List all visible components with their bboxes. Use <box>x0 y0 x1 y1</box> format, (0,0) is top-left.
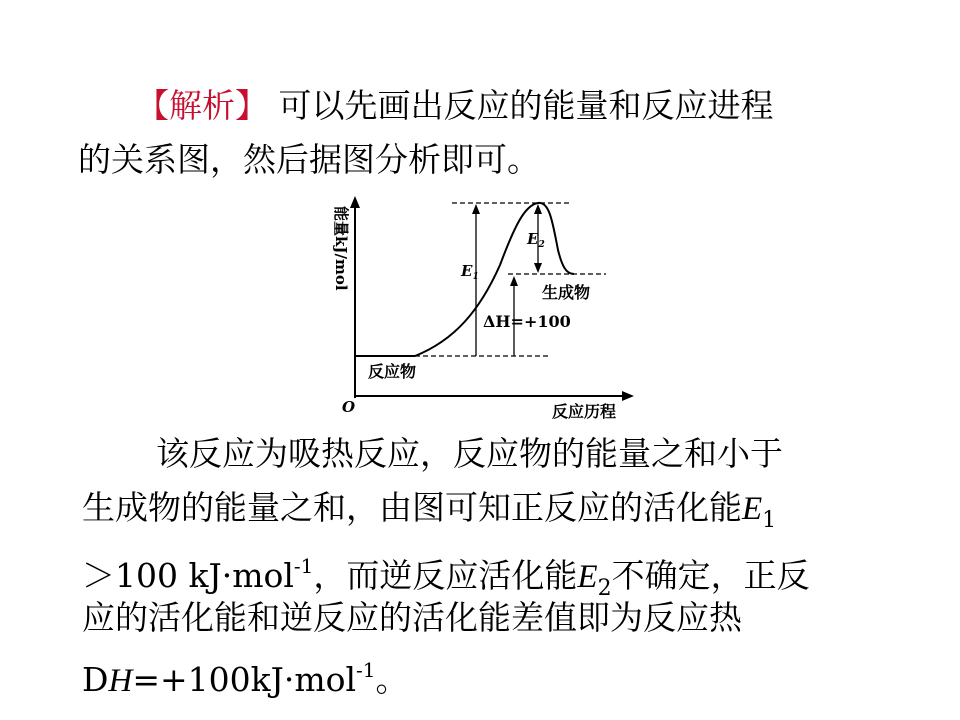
e2-subscript: 2 <box>597 576 612 601</box>
dh-label: ΔH=+100 <box>483 312 571 331</box>
e2-variable: E <box>577 559 598 595</box>
e1-label: $E_1$ <box>461 262 479 282</box>
analysis-text-2: 的关系图，然后据图分析即可。 <box>78 140 540 179</box>
explanation-text-3b: ，而逆反应活化能 <box>313 556 578 595</box>
explanation-text-5b: =+100kJ·mol <box>132 660 357 699</box>
x-axis-label: 反应历程 <box>552 402 617 421</box>
explanation-text-2: 生成物的能量之和，由图可知正反应的活化能 <box>82 488 742 527</box>
explanation-line-1 <box>156 434 783 474</box>
explanation-text-5c: 。 <box>375 660 409 699</box>
e1-variable: E <box>742 491 763 527</box>
h-variable: H <box>108 663 133 699</box>
e1-subscript: 1 <box>762 508 777 533</box>
e2-label: $E_2$ <box>527 230 545 250</box>
reactant-label: 反应物 <box>368 362 417 381</box>
explanation-text-4: 应的活化能和逆反应的活化能差值即为反应热 <box>82 598 742 637</box>
y-axis-label: 能量kJ/mol <box>332 206 350 291</box>
e2-arrowhead-bottom <box>534 263 542 273</box>
unit-superscript-2: -1 <box>356 658 376 682</box>
e2-arrowhead-top <box>534 204 542 214</box>
dh-arrowhead <box>510 276 518 286</box>
e1-arrowhead <box>472 204 480 214</box>
explanation-text-5a: D <box>82 660 109 699</box>
y-axis-arrow <box>350 196 360 208</box>
explanation-line-2 <box>82 488 776 541</box>
analysis-text-1: 可以先画出反应的能量和反应进程 <box>278 86 774 125</box>
explanation-text-3c: 不确定，正反 <box>611 556 810 595</box>
product-label: 生成物 <box>542 283 591 302</box>
explanation-line-5 <box>82 650 409 701</box>
explanation-text-1: 该反应为吸热反应，反应物的能量之和小于 <box>156 434 783 473</box>
explanation-line-4 <box>82 598 742 638</box>
explanation-text-3a: ＞100 kJ·mol <box>82 556 294 595</box>
origin-label: O <box>342 398 356 416</box>
unit-superscript: -1 <box>293 554 314 578</box>
x-axis-arrow <box>622 391 634 401</box>
analysis-tag: 【解析】 <box>136 86 268 125</box>
